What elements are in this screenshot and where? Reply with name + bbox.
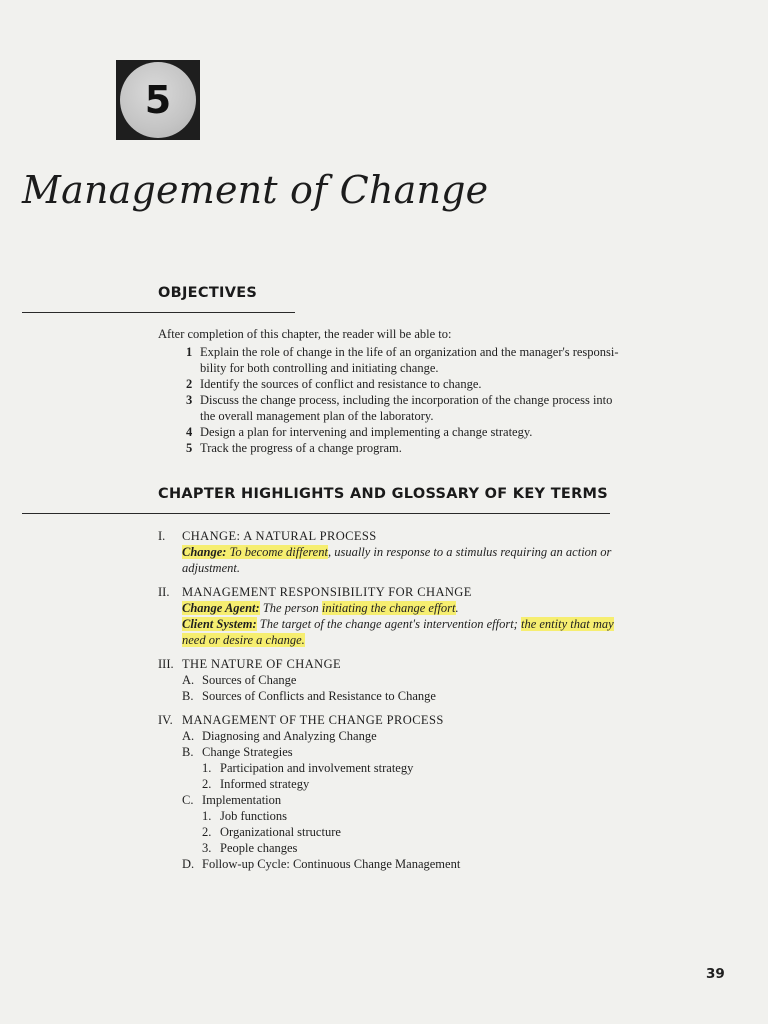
chapter-number: 5 bbox=[144, 78, 172, 122]
highlighted-definition: need or desire a change. bbox=[182, 633, 305, 647]
outline-subitem: People changes bbox=[220, 841, 298, 855]
definition-text: . bbox=[455, 601, 459, 615]
outline-item: Sources of Change bbox=[202, 673, 297, 687]
definition-text bbox=[182, 632, 305, 648]
outline-label: A. bbox=[182, 673, 195, 687]
page-number: 39 bbox=[706, 966, 725, 982]
outline-sublabel: 1. bbox=[202, 761, 212, 775]
chapter-number-badge bbox=[116, 60, 200, 140]
outline-subitem: Organizational structure bbox=[220, 825, 341, 839]
outline-item: Diagnosing and Analyzing Change bbox=[202, 729, 377, 743]
section-label: IV. bbox=[158, 713, 173, 727]
objective-text: the overall management plan of the laboratory. bbox=[200, 409, 434, 423]
glossary-term: Change: bbox=[182, 545, 227, 559]
glossary-entry bbox=[182, 544, 611, 560]
section-label: III. bbox=[158, 657, 174, 671]
highlighted-definition: the entity that may bbox=[520, 617, 614, 631]
chapter-number-circle bbox=[120, 62, 196, 138]
objective-text: bility for both controlling and initiating change. bbox=[200, 361, 439, 375]
outline-label: B. bbox=[182, 689, 194, 703]
definition-text: adjustment. bbox=[182, 561, 240, 575]
objective-text: Identify the sources of conflict and resistance to change. bbox=[200, 377, 482, 391]
highlighted-definition: To become different bbox=[229, 545, 328, 559]
objective-text: Explain the role of change in the life of an organization and the manager's responsi- bbox=[200, 345, 619, 359]
highlights-heading: CHAPTER HIGHLIGHTS AND GLOSSARY OF KEY TERMS bbox=[158, 486, 609, 502]
outline-label: B. bbox=[182, 745, 194, 759]
glossary-entry bbox=[182, 600, 459, 616]
outline-subitem: Job functions bbox=[220, 809, 288, 823]
objective-number: 2 bbox=[186, 377, 193, 391]
outline-label: D. bbox=[182, 857, 195, 871]
outline-label: C. bbox=[182, 793, 194, 807]
section-title: CHANGE: A NATURAL PROCESS bbox=[182, 529, 377, 543]
objective-number: 4 bbox=[186, 425, 193, 439]
outline-item: Implementation bbox=[202, 793, 282, 807]
outline-subitem: Informed strategy bbox=[220, 777, 310, 791]
glossary-entry bbox=[182, 616, 614, 632]
section-title: THE NATURE OF CHANGE bbox=[182, 657, 342, 671]
section-label: II. bbox=[158, 585, 170, 599]
outline-sublabel: 2. bbox=[202, 777, 212, 791]
objectives-intro: After completion of this chapter, the reader will be able to: bbox=[158, 327, 452, 341]
outline-sublabel: 3. bbox=[202, 841, 212, 855]
definition-text: , usually in response to a stimulus requiring an action or bbox=[327, 545, 612, 559]
objective-number: 5 bbox=[186, 441, 193, 455]
glossary-term: Client System: bbox=[182, 617, 257, 631]
outline-label: A. bbox=[182, 729, 195, 743]
objective-number: 1 bbox=[186, 345, 193, 359]
glossary-term: Change Agent: bbox=[182, 601, 260, 615]
section-title: MANAGEMENT RESPONSIBILITY FOR CHANGE bbox=[182, 585, 472, 599]
outline-item: Sources of Conflicts and Resistance to Change bbox=[202, 689, 436, 703]
objective-text: Track the progress of a change program. bbox=[200, 441, 402, 455]
section-label: I. bbox=[158, 529, 166, 543]
objective-number: 3 bbox=[186, 393, 193, 407]
definition-text: The person bbox=[259, 601, 322, 615]
objective-text: Discuss the change process, including the incorporation of the change process into bbox=[200, 393, 613, 407]
outline-sublabel: 2. bbox=[202, 825, 212, 839]
definition-text: The target of the change agent's intervention effort; bbox=[256, 617, 521, 631]
outline-sublabel: 1. bbox=[202, 809, 212, 823]
section-title: MANAGEMENT OF THE CHANGE PROCESS bbox=[182, 713, 444, 727]
objectives-rule bbox=[22, 312, 295, 313]
outline-subitem: Participation and involvement strategy bbox=[220, 761, 414, 775]
objectives-heading: OBJECTIVES bbox=[158, 285, 258, 301]
outline-item: Follow-up Cycle: Continuous Change Management bbox=[202, 857, 461, 871]
highlights-rule bbox=[22, 513, 610, 514]
chapter-title: Management of Change bbox=[22, 168, 489, 212]
highlighted-definition: initiating the change effort bbox=[321, 601, 456, 615]
outline-item: Change Strategies bbox=[202, 745, 293, 759]
objective-text: Design a plan for intervening and implementing a change strategy. bbox=[200, 425, 533, 439]
